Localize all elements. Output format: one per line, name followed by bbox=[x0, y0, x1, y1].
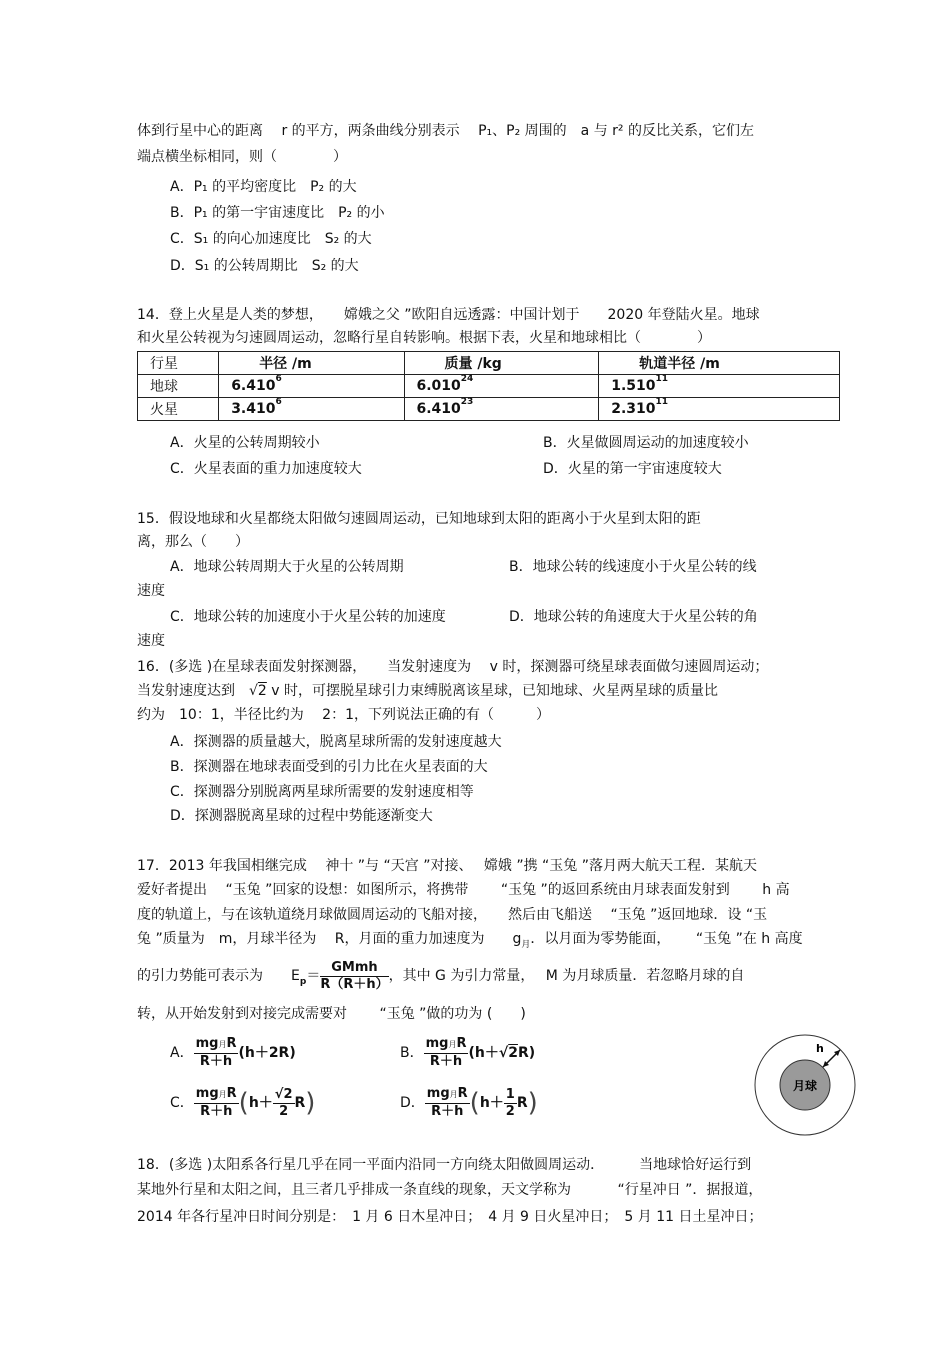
q16-line3: 约为 10：1，半径比约为 2：1，下列说法正确的有（ ） bbox=[137, 707, 550, 723]
orbit-cell: 2.310$^{11}$ bbox=[599, 398, 840, 421]
table-header-cell: 轨道半径 /m bbox=[599, 352, 840, 375]
sqrt-icon: √ bbox=[498, 1045, 509, 1061]
q16-line1: 16．(多选 )在星球表面发射探测器， 当发射速度为 v 时，探测器可绕星球表面做匀速圆周运动； bbox=[137, 659, 769, 675]
q17-line6: 转，从开始发射到对接完成需要对 “玉兔 ”做的功为 ( ) bbox=[137, 1006, 526, 1022]
q15-option-c: C．地球公转的加速度小于火星公转的加速度 bbox=[170, 609, 446, 625]
q17-option-d: D． $\frac{\text{mg月R}}{R+h}$ (h＋ $\frac{1}{2}$ R) bbox=[400, 1086, 538, 1119]
q15-option-b-cont: 速度 bbox=[137, 583, 165, 599]
table-header-cell: 行星 bbox=[138, 352, 219, 375]
q13-option-c: C．S₁ 的向心加速度比 S₂ 的大 bbox=[170, 231, 372, 247]
moon-orbit-figure bbox=[750, 1030, 860, 1140]
q16-option-d: D．探测器脱离星球的过程中势能逐渐变大 bbox=[170, 808, 433, 824]
q14-option-b: B．火星做圆周运动的加速度较小 bbox=[543, 435, 749, 451]
q18-line2: 某地外行星和太阳之间，且三者几乎排成一条直线的现象，天文学称为 “行星冲日 ”．据报道， bbox=[137, 1182, 763, 1198]
planet-name-cell: 火星 bbox=[138, 398, 219, 421]
q17-line2: 爱好者提出 “玉兔 ”回家的设想：如图所示，将携带 “玉兔 ”的返回系统由月球表面发射到 h 高 bbox=[137, 882, 790, 898]
q17-line4: 兔 ”质量为 m，月球半径为 R，月面的重力加速度为 $g_月$．以月面为零势能面， “玉兔 ”在 h 高度 bbox=[137, 931, 803, 950]
q17-option-a: A． $\frac{\text{mg月R}}{R+h}$ (h＋2R) bbox=[170, 1036, 296, 1069]
radius-cell: 6.410$^6$ bbox=[219, 375, 404, 398]
height-label: h bbox=[816, 1042, 824, 1055]
q17-option-c: C． $\frac{\text{mg月R}}{R+h}$ (h＋ $\frac{√2}{2}$ R) bbox=[170, 1086, 316, 1119]
sqrt-icon: √ bbox=[249, 683, 258, 699]
table-row bbox=[138, 375, 840, 398]
q13-option-a: A．P₁ 的平均密度比 P₂ 的大 bbox=[170, 179, 357, 195]
q16-option-b: B．探测器在地球表面受到的引力比在火星表面的大 bbox=[170, 759, 488, 775]
q17-line3: 度的轨道上，与在该轨道绕月球做圆周运动的飞船对接， 然后由飞船送 “玉兔 ”返回地球．设 “玉 bbox=[137, 907, 768, 923]
radius-cell: 3.410$^6$ bbox=[219, 398, 404, 421]
q16-option-c: C．探测器分别脱离两星球所需要的发射速度相等 bbox=[170, 784, 474, 800]
q16-line2: 当发射速度达到 √2 v 时，可摆脱星球引力束缚脱离该星球，已知地球、火星两星球的质量比 bbox=[137, 683, 719, 699]
q17-line1: 17．2013 年我国相继完成 神十 ”与 “天宫 ”对接、 嫦娥 ”携 “玉兔 ”落月两大航天工程．某航天 bbox=[137, 858, 758, 874]
q17-line5: 的引力势能可表示为 $E_p=$ $\frac{\text{GMmh}}{R(R+h)}$ ，其中 G 为引力常量， M 为月球质量．若忽略月球的自 bbox=[137, 959, 745, 992]
mass-cell: 6.410$^{23}$ bbox=[404, 398, 599, 421]
q16-option-a: A．探测器的质量越大，脱离星球所需的发射速度越大 bbox=[170, 734, 502, 750]
q14-option-a: A．火星的公转周期较小 bbox=[170, 435, 320, 451]
q13-line1: 体到行星中心的距离 r 的平方，两条曲线分别表示 P₁、P₂ 周围的 a 与 r² 的反比关系，它们左 bbox=[137, 123, 754, 139]
q18-line3: 2014 年各行星冲日时间分别是： 1 月 6 日木星冲日； 4 月 9 日火星冲日； 5 月 11 日土星冲日； bbox=[137, 1209, 763, 1225]
planet-data-table bbox=[137, 351, 840, 421]
q15-option-d-cont: 速度 bbox=[137, 633, 165, 649]
table-header-cell: 半径 /m bbox=[219, 352, 404, 375]
mass-cell: 6.010$^{24}$ bbox=[404, 375, 599, 398]
moon-label: 月球 bbox=[792, 1079, 818, 1093]
q15-option-d: D．地球公转的角速度大于火星公转的角 bbox=[509, 609, 758, 625]
q15-line2: 离，那么（ ） bbox=[137, 534, 249, 550]
q15-line1: 15．假设地球和火星都绕太阳做匀速圆周运动，已知地球到太阳的距离小于火星到太阳的距 bbox=[137, 511, 701, 527]
q17-option-b: B． $\frac{\text{mg月R}}{R+h}$ (h＋√2R) bbox=[400, 1036, 536, 1069]
table-header-cell: 质量 /kg bbox=[404, 352, 599, 375]
q13-option-d: D．S₁ 的公转周期比 S₂ 的大 bbox=[170, 258, 359, 274]
q14-line1: 14．登上火星是人类的梦想， 嫦娥之父 ”欧阳自远透露：中国计划于 2020 年登陆火星。地球 bbox=[137, 307, 760, 323]
table-row bbox=[138, 398, 840, 421]
q14-option-c: C．火星表面的重力加速度较大 bbox=[170, 461, 362, 477]
q15-option-b: B．地球公转的线速度小于火星公转的线 bbox=[509, 559, 757, 575]
q13-line2: 端点横坐标相同，则（ ） bbox=[137, 149, 347, 165]
table-header-row bbox=[138, 352, 840, 375]
potential-energy-fraction: $\frac{\text{GMmh}}{R(R+h)}$ bbox=[320, 959, 389, 992]
q14-line2: 和火星公转视为匀速圆周运动，忽略行星自转影响。根据下表，火星和地球相比（ ） bbox=[137, 330, 711, 346]
q15-option-a: A．地球公转周期大于火星的公转周期 bbox=[170, 559, 404, 575]
orbit-cell: 1.510$^{11}$ bbox=[599, 375, 840, 398]
q13-option-b: B．P₁ 的第一宇宙速度比 P₂ 的小 bbox=[170, 205, 385, 221]
q14-option-d: D．火星的第一宇宙速度较大 bbox=[543, 461, 722, 477]
q18-line1: 18．(多选 )太阳系各行星几乎在同一平面内沿同一方向绕太阳做圆周运动． 当地球恰好运行到 bbox=[137, 1157, 752, 1173]
planet-name-cell: 地球 bbox=[138, 375, 219, 398]
